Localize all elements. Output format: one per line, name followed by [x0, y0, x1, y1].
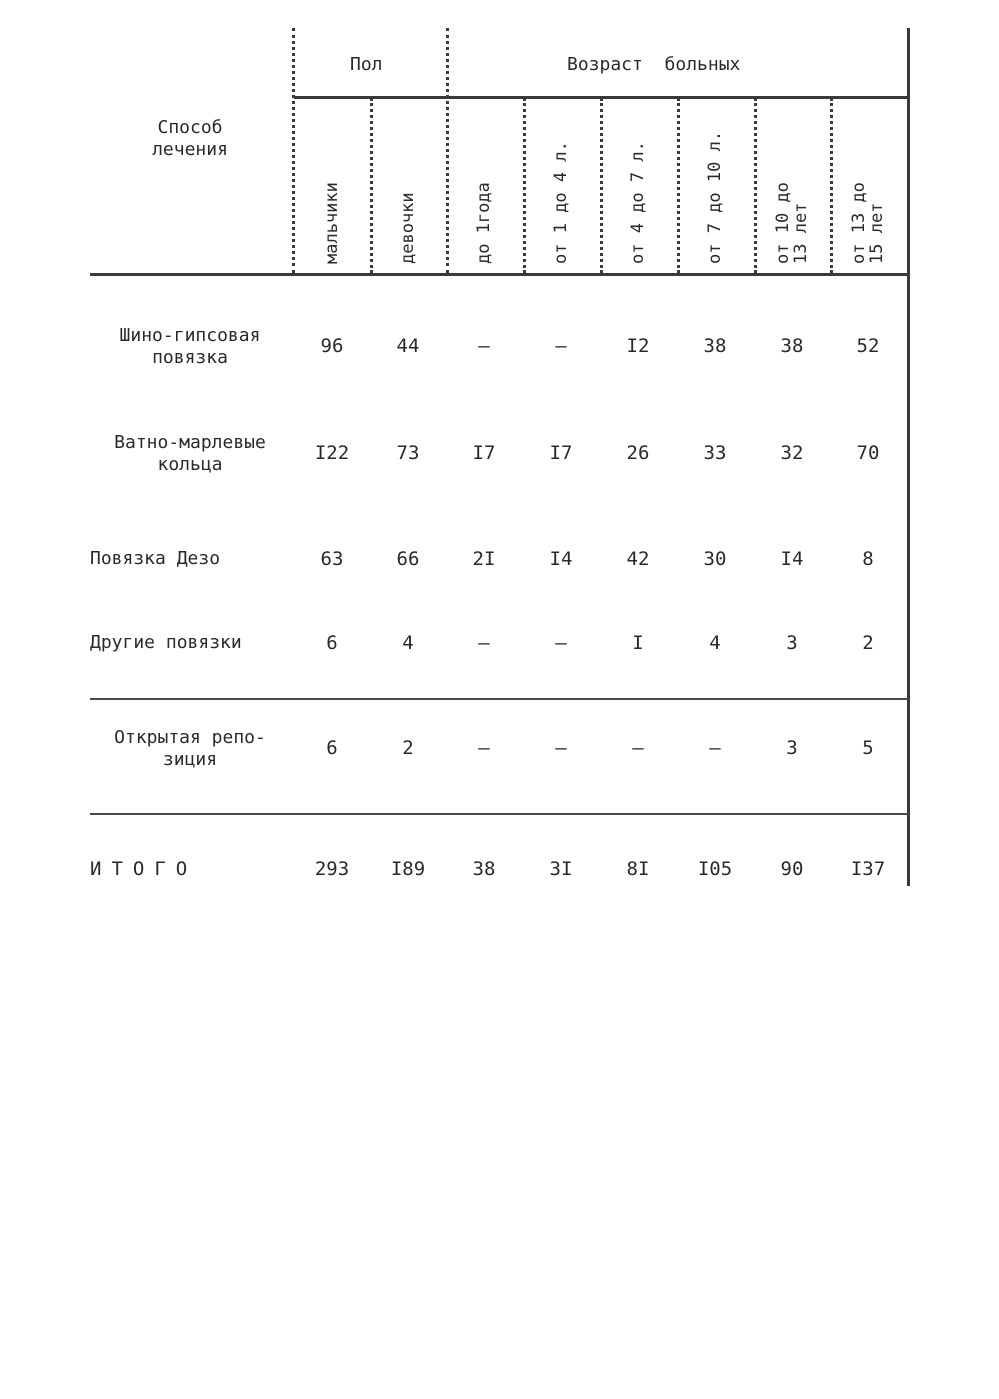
table-cell: 30 — [703, 548, 727, 570]
table-cell: 70 — [856, 442, 880, 464]
table-cell: 2I — [472, 548, 496, 570]
column-header-label: от 10 до — [773, 182, 793, 264]
row-label: Открытая репо- зиция — [114, 727, 266, 770]
table-cell: 63 — [320, 548, 344, 570]
total-cell: 38 — [472, 858, 496, 880]
table-cell: I7 — [472, 442, 496, 464]
column-header — [294, 100, 370, 270]
total-cell: 8I — [626, 858, 650, 880]
group-header-age: Возраст больных — [567, 54, 741, 75]
table-cell: – — [478, 335, 490, 357]
table-cell: I2 — [626, 335, 650, 357]
total-cell: 293 — [314, 858, 350, 880]
row-label: Повязка Дезо — [90, 548, 221, 569]
section-rule — [90, 698, 908, 700]
table-cell: 5 — [862, 737, 874, 759]
row-label: Шино-гипсовая повязка — [119, 325, 261, 368]
table-cell: – — [555, 632, 567, 654]
group-header-sex: Пол — [350, 54, 383, 75]
table-cell: – — [555, 737, 567, 759]
column-header — [370, 100, 446, 270]
table-cell: 3 — [786, 632, 798, 654]
table-cell: 42 — [626, 548, 650, 570]
column-header-label: от 1 до 4 л. — [551, 141, 571, 264]
column-header — [446, 100, 522, 270]
column-header — [677, 100, 753, 270]
table-cell: 3 — [786, 737, 798, 759]
table-cell: 66 — [396, 548, 420, 570]
column-header-label: от 4 до 7 л. — [628, 141, 648, 264]
column-header-label: от 7 до 10 л. — [705, 130, 725, 264]
column-header — [523, 100, 599, 270]
table-cell: I4 — [780, 548, 804, 570]
column-header-label: до 1года — [474, 182, 494, 264]
table-cell: I4 — [549, 548, 573, 570]
row-label: Другие повязки — [90, 632, 242, 653]
group-header-rule — [294, 96, 908, 99]
table-cell: I — [632, 632, 644, 654]
column-header-label: 15 лет — [867, 202, 887, 264]
table-cell: – — [478, 737, 490, 759]
column-header-label: 13 лет — [791, 202, 811, 264]
table-cell: 44 — [396, 335, 420, 357]
column-header — [600, 100, 676, 270]
table-cell: 26 — [626, 442, 650, 464]
column-header-label: от 13 до — [849, 182, 869, 264]
table-cell: – — [632, 737, 644, 759]
table-right-border — [907, 28, 910, 886]
column-header-label: мальчики — [322, 182, 342, 264]
table-cell: 6 — [326, 737, 338, 759]
total-label: ИТОГО — [90, 858, 198, 880]
table-cell: 38 — [780, 335, 804, 357]
table-cell: 6 — [326, 632, 338, 654]
column-header-label: девочки — [398, 192, 418, 264]
method-column-header: Способ лечения — [152, 117, 228, 160]
table-cell: 2 — [862, 632, 874, 654]
table-cell: – — [478, 632, 490, 654]
header-bottom-rule — [90, 273, 908, 276]
table-cell: 33 — [703, 442, 727, 464]
table-cell: 73 — [396, 442, 420, 464]
table-cell: 8 — [862, 548, 874, 570]
table-cell: I7 — [549, 442, 573, 464]
table-cell: 4 — [402, 632, 414, 654]
table-cell: 32 — [780, 442, 804, 464]
table-cell: 2 — [402, 737, 414, 759]
total-cell: I89 — [390, 858, 426, 880]
total-cell: 3I — [549, 858, 573, 880]
column-header — [830, 100, 906, 270]
table-cell: – — [555, 335, 567, 357]
column-header — [754, 100, 830, 270]
table-cell: 52 — [856, 335, 880, 357]
total-cell: I37 — [850, 858, 886, 880]
table-cell: 4 — [709, 632, 721, 654]
total-rule — [90, 813, 908, 815]
table-cell: – — [709, 737, 721, 759]
row-label: Ватно-марлевые кольца — [114, 432, 266, 475]
total-cell: 90 — [780, 858, 804, 880]
table-cell: 38 — [703, 335, 727, 357]
table-cell: 96 — [320, 335, 344, 357]
table-cell: I22 — [314, 442, 350, 464]
total-cell: I05 — [697, 858, 733, 880]
